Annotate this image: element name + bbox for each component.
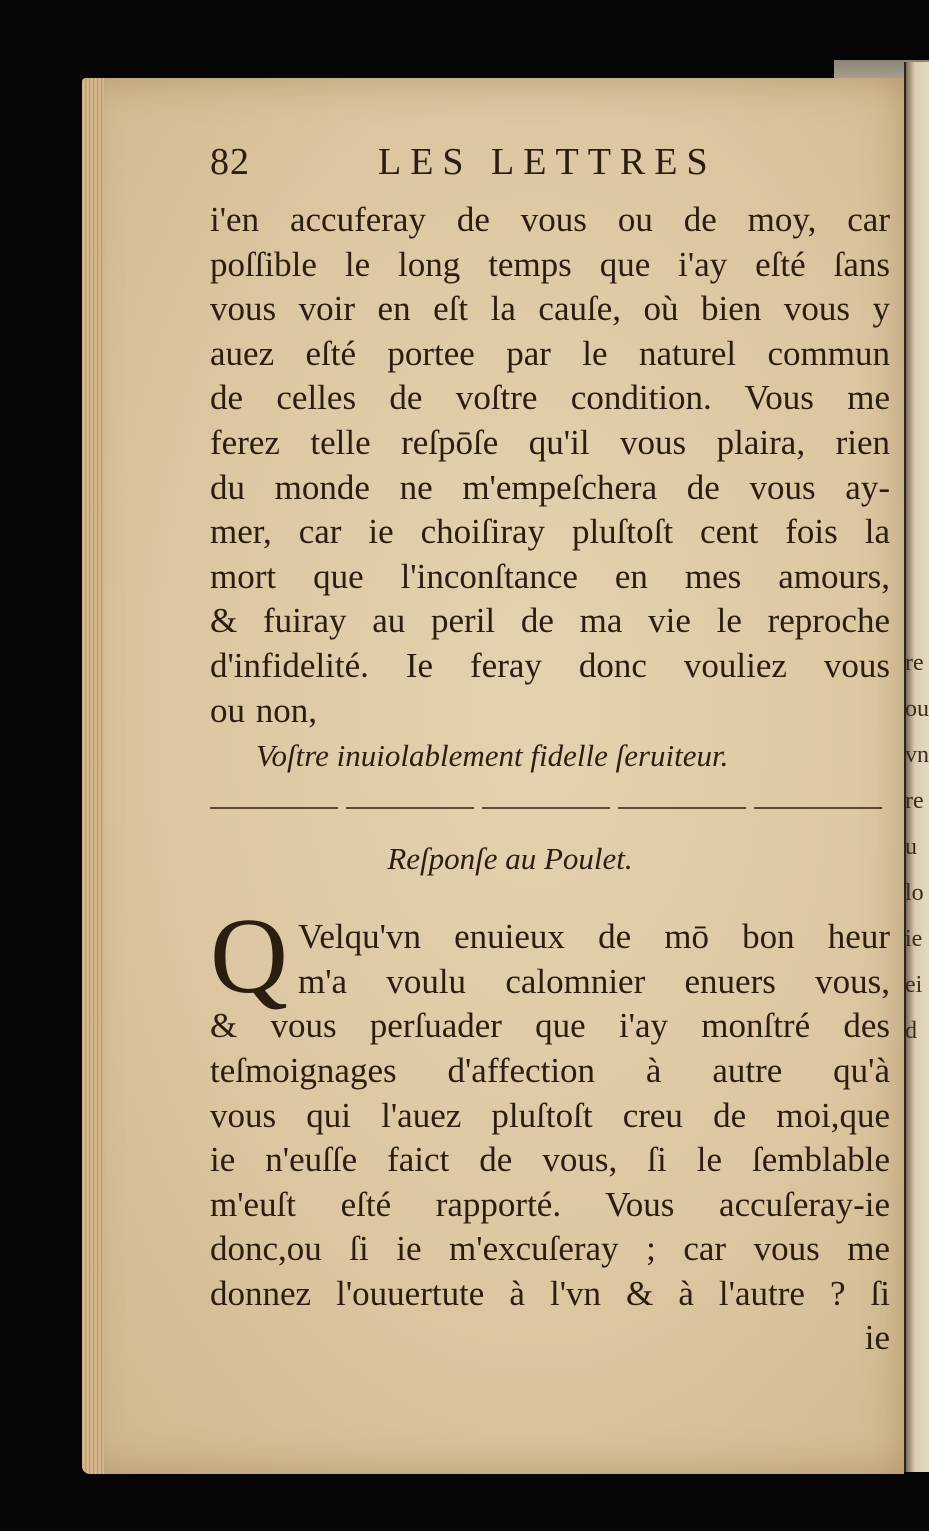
text-line: teſmoignages d'affection à autre qu'à xyxy=(210,1050,890,1090)
text-line: poſſible le long temps que i'ay eſté ſans xyxy=(210,244,890,284)
adjacent-fragment: u xyxy=(905,834,917,860)
adjacent-fragment: re xyxy=(905,650,924,676)
adjacent-fragment: d xyxy=(905,1018,917,1044)
text-line: de celles de voſtre condition. Vous me xyxy=(210,378,890,418)
adjacent-fragment: ou xyxy=(905,696,929,722)
letter-signature: Voſtre inuiolablement fidelle ſeruiteur. xyxy=(256,738,729,774)
text-line: vous voir en eſt la cauſe, où bien vous y xyxy=(210,289,890,329)
text-line: vous qui l'auez pluſtoſt creu de moi,que xyxy=(210,1095,890,1135)
adjacent-page-text xyxy=(905,640,929,1320)
text-line: ou non, xyxy=(210,690,317,730)
drop-cap: Q xyxy=(210,897,288,1017)
text-line: du monde ne m'empeſchera de vous ay- xyxy=(210,467,890,507)
page-number: 82 xyxy=(210,141,250,183)
text-line: i'en accuferay de vous ou de moy, car xyxy=(210,200,890,239)
text-line: donnez l'ouuertute à l'vn & à l'autre ? ſi xyxy=(210,1273,890,1313)
text-line: m'euſt eſté rapporté. Vous accuſeray-ie xyxy=(210,1184,890,1224)
section-heading: Reſponſe au Poulet. xyxy=(387,841,633,877)
page-text xyxy=(210,140,890,1360)
response-paragraph xyxy=(210,897,890,1360)
text-line: & fuiray au peril de ma vie le reproche xyxy=(210,601,890,641)
adjacent-fragment: lo xyxy=(905,880,924,906)
running-header xyxy=(210,140,890,198)
text-line: ie n'euſſe faict de vous, ſi le ſemblable xyxy=(210,1140,890,1180)
page-edges xyxy=(82,78,104,1474)
text-line: Velqu'vn enuieux de mō bon heur xyxy=(298,917,890,957)
text-line: auez eſté portee par le naturel commun xyxy=(210,333,890,373)
text-line: m'a voulu calomnier enuers vous, xyxy=(298,961,890,1001)
text-line: mort que l'inconſtance en mes amours, xyxy=(210,556,890,596)
text-line: d'infidelité. Ie feray donc vouliez vous xyxy=(210,645,890,685)
catchword: ie xyxy=(864,1318,890,1358)
section-divider xyxy=(210,807,890,809)
adjacent-fragment: ei xyxy=(905,972,923,998)
running-title: LES LETTRES xyxy=(378,141,717,183)
adjacent-fragment: re xyxy=(905,788,924,814)
letter-paragraph xyxy=(210,198,890,779)
text-line: ferez telle reſpōſe qu'il vous plaira, rien xyxy=(210,422,890,462)
text-line: mer, car ie choiſiray pluſtoſt cent fois la xyxy=(210,512,890,552)
text-line: & vous perſuader que i'ay monſtré des xyxy=(210,1006,890,1046)
adjacent-fragment: vn xyxy=(905,742,929,768)
text-line: donc,ou ſi ie m'excuſeray ; car vous me xyxy=(210,1229,890,1269)
adjacent-fragment: ie xyxy=(905,926,923,952)
